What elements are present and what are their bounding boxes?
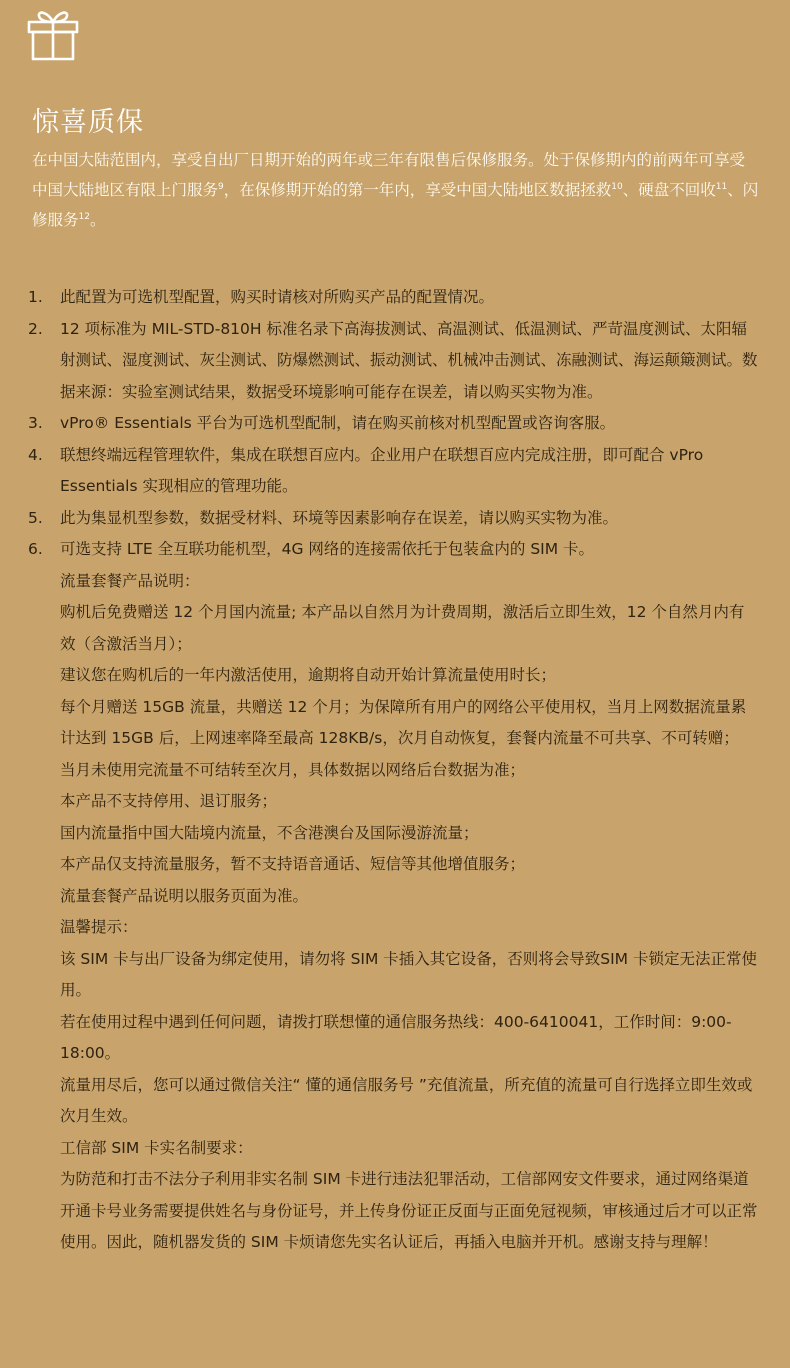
- footnote-ref-9: 9: [218, 181, 224, 192]
- data-plan-details: [60, 566, 758, 1259]
- footnote-text: vPro® Essentials 平台为可选机型配制，请在购买前核对机型配置或咨询客服。: [60, 414, 616, 432]
- footnote-ref-10: 10: [611, 181, 623, 192]
- intro-text-5: 。: [89, 211, 106, 229]
- intro-text-3: 、硬盘不回收: [622, 181, 716, 199]
- tips-detail-line: 该 SIM 卡与出厂设备为绑定使用，请勿将 SIM 卡插入其它设备，否则将会导致SIM 卡锁定无法正常使用。: [60, 949, 757, 999]
- footnote-ref-11: 11: [715, 181, 728, 192]
- footnote-number: 2.: [28, 319, 43, 338]
- footnote-item-2: [28, 314, 758, 409]
- footnote-text: 此配置为可选机型配置，购买时请核对所购买产品的配置情况。: [60, 288, 495, 306]
- plan-detail-line: 建议您在购机后的一年内激活使用，逾期将自动开始计算流量使用时长；: [60, 666, 557, 684]
- footnote-item-3: [28, 408, 758, 440]
- intro-text-1: 在中国大陆范围内，享受自出厂日期开始的两年或三年有限售后保修服务。处于保修期内的前两年可享受中国大陆地区有限上门服务: [32, 151, 746, 199]
- footnote-number: 5.: [28, 508, 43, 527]
- plan-detail-line: 本产品不支持停用、退订服务；: [60, 792, 278, 810]
- footnote-item-4: [28, 440, 758, 503]
- plan-detail-line: 流量套餐产品说明以服务页面为准。: [60, 886, 309, 905]
- footnote-list: [28, 282, 758, 1259]
- footnote-text: 联想终端远程管理软件，集成在联想百应内。企业用户在联想百应内完成注册，即可配合 vPro Essentials 实现相应的管理功能。: [60, 445, 704, 495]
- plan-detail-line: 当月未使用完流量不可结转至次月，具体数据以网络后台数据为准；: [60, 760, 526, 779]
- plan-detail-line: 每个月赠送 15GB 流量，共赠送 12 个月；为保障所有用户的网络公平使用权，当月上网数据流量累计达到 15GB 后，上网速率降至最高 128KB/s，次月自动恢复，套餐内流量不可共享、不可转赠；: [60, 697, 747, 747]
- section-title: 惊喜质保: [32, 107, 144, 139]
- tips-detail-line: 流量用尽后，您可以通过微信关注“ 懂的通信服务号 ”充值流量，所充值的流量可自行选择立即生效或次月生效。: [60, 1075, 753, 1125]
- gift-icon: [26, 6, 80, 62]
- realname-heading: 工信部 SIM 卡实名制要求：: [60, 1138, 253, 1157]
- plan-detail-line: 国内流量指中国大陆境内流量，不含港澳台及国际漫游流量；: [60, 823, 479, 842]
- tips-detail-line: 若在使用过程中遇到任何问题，请拨打联想懂的通信服务热线：400-6410041，工作时间：9:00-18:00。: [60, 1012, 732, 1062]
- footnote-item-1: [28, 282, 758, 314]
- footnote-item-6: [28, 534, 758, 1259]
- footnote-number: 3.: [28, 414, 43, 432]
- footnote-text: 可选支持 LTE 全互联功能机型，4G 网络的连接需依托于包装盒内的 SIM 卡。: [60, 540, 595, 558]
- footnote-item-5: [28, 503, 758, 535]
- intro-text-4: 、闪修服务: [32, 181, 759, 229]
- tips-heading: 温馨提示：: [60, 918, 138, 936]
- plan-detail-line: 本产品仅支持流量服务，暂不支持语音通话、短信等其他增值服务；: [60, 855, 526, 873]
- footnote-text: 12 项标准为 MIL-STD-810H 标准名录下高海拔测试、高温测试、低温测试、严苛温度测试、太阳辐射测试、湿度测试、灰尘测试、防爆燃测试、振动测试、机械冲击测试、冻融测试、海运颠簸测试。数据来源：实验室测试结果，数据受环境影响可能存在误差，请以购买实物为准。: [60, 319, 758, 401]
- footnote-number: 6.: [28, 540, 43, 558]
- plan-detail-line: 购机后免费赠送 12 个月国内流量; 本产品以自然月为计费周期，激活后立即生效，12 个自然月内有效（含激活当月）；: [60, 603, 745, 653]
- footnote-number: 1.: [28, 288, 43, 306]
- footnote-number: 4.: [28, 445, 43, 464]
- warranty-intro: [32, 145, 760, 235]
- plan-heading: 流量套餐产品说明：: [60, 571, 200, 590]
- intro-text-2: ，在保修期开始的第一年内，享受中国大陆地区数据拯救: [223, 181, 612, 199]
- footnote-ref-12: 12: [78, 211, 90, 222]
- realname-detail-line: 为防范和打击不法分子利用非实名制 SIM 卡进行违法犯罪活动，工信部网安文件要求，通过网络渠道开通卡号业务需要提供姓名与身份证号，并上传身份证正反面与正面免冠视频，审核通过后才可以正常使用。因此，随机器发货的 SIM 卡烦请您先实名认证后，再插入电脑并开机。感谢支持与理解！: [60, 1170, 758, 1251]
- footnote-text: 此为集显机型参数，数据受材料、环境等因素影响存在误差，请以购买实物为准。: [60, 508, 619, 527]
